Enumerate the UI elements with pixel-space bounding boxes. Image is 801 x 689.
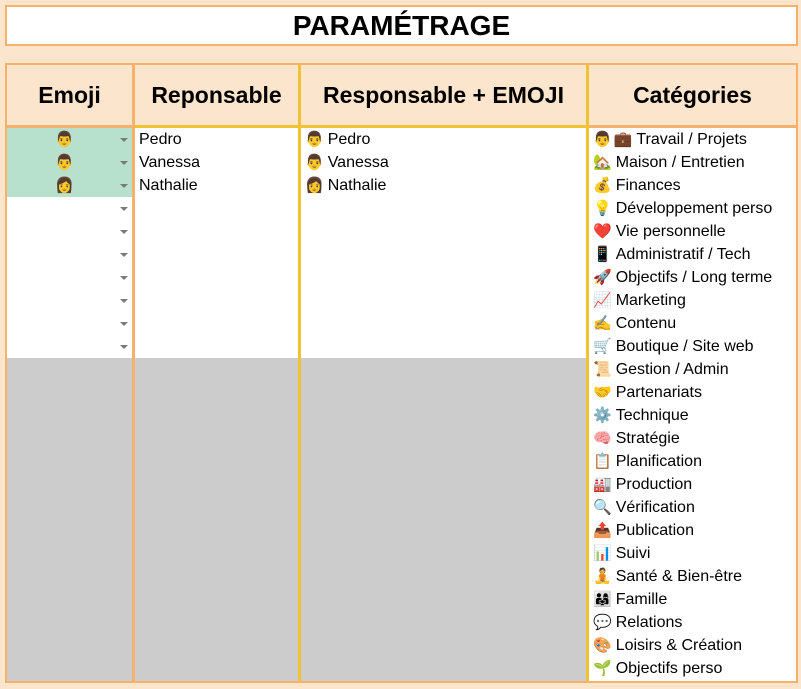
category-label: Objectifs perso (615, 660, 723, 677)
category-item[interactable] (589, 427, 796, 450)
category-item[interactable] (589, 611, 796, 634)
emoji-dropdown-cell[interactable] (7, 266, 132, 289)
magnifying-glass-icon: 🔍 (593, 499, 612, 516)
dropdown-arrow-icon[interactable] (120, 322, 128, 326)
responsable-emoji-column (301, 65, 589, 681)
category-label: Marketing (615, 292, 686, 309)
emoji-dropdown-cell[interactable] (7, 174, 132, 197)
responsable-cell[interactable]: Vanessa (139, 154, 201, 171)
man-icon: 👨 (593, 131, 612, 148)
dropdown-arrow-icon[interactable] (120, 276, 128, 280)
money-bag-icon: 💰 (593, 177, 612, 194)
category-item[interactable] (589, 473, 796, 496)
category-label: Relations (615, 614, 683, 631)
seedling-icon: 🌱 (593, 660, 612, 677)
man-emoji-icon: 👨 (55, 131, 74, 148)
category-label: Travail / Projets (636, 131, 747, 148)
category-label: Développement perso (615, 200, 773, 217)
header-categories: Catégories (589, 65, 796, 128)
category-label: Loisirs & Création (615, 637, 742, 654)
writing-hand-icon: ✍️ (593, 315, 612, 332)
category-item[interactable] (589, 496, 796, 519)
dropdown-arrow-icon[interactable] (120, 345, 128, 349)
category-item[interactable] (589, 266, 796, 289)
category-item[interactable] (589, 381, 796, 404)
emoji-column-body (7, 128, 132, 681)
emoji-dropdown-cell[interactable] (7, 151, 132, 174)
scroll-icon: 📜 (593, 361, 612, 378)
responsable-emoji-column-body (301, 128, 586, 681)
category-label: Vie personnelle (615, 223, 726, 240)
bar-chart-icon: 📊 (593, 545, 612, 562)
empty-area (301, 358, 586, 681)
responsable-emoji-cell[interactable] (301, 128, 586, 151)
man-emoji-icon: 👨 (305, 131, 324, 148)
brain-icon: 🧠 (593, 430, 612, 447)
category-label: Production (615, 476, 693, 493)
category-item[interactable] (589, 519, 796, 542)
factory-icon: 🏭 (593, 476, 612, 493)
category-label: Contenu (615, 315, 677, 332)
category-item[interactable] (589, 657, 796, 680)
woman-emoji-icon: 👩 (55, 177, 74, 194)
woman-emoji-icon: 👩 (305, 177, 324, 194)
clipboard-icon: 📋 (593, 453, 612, 470)
handshake-icon: 🤝 (593, 384, 612, 401)
category-label: Vérification (615, 499, 695, 516)
category-label: Boutique / Site web (615, 338, 754, 355)
emoji-column (7, 65, 135, 681)
category-label: Partenariats (615, 384, 702, 401)
empty-area (7, 358, 132, 681)
man-emoji-icon: 👨 (55, 154, 74, 171)
heart-icon: ❤️ (593, 223, 612, 240)
category-item[interactable] (589, 220, 796, 243)
category-label: Technique (615, 407, 689, 424)
category-item[interactable] (589, 243, 796, 266)
man-emoji-icon: 👨 (305, 154, 324, 171)
category-item[interactable] (589, 588, 796, 611)
category-label: Gestion / Admin (615, 361, 729, 378)
category-item[interactable] (589, 289, 796, 312)
responsable-name: Nathalie (327, 177, 387, 194)
category-label: Santé & Bien-être (615, 568, 742, 585)
dropdown-arrow-icon[interactable] (120, 161, 128, 165)
emoji-dropdown-cell[interactable] (7, 335, 132, 358)
responsable-cell[interactable]: Nathalie (139, 177, 198, 194)
artist-palette-icon: 🎨 (593, 637, 612, 654)
responsable-name: Vanessa (327, 154, 389, 171)
category-item[interactable] (589, 404, 796, 427)
emoji-dropdown-cell[interactable] (7, 243, 132, 266)
category-label: Stratégie (615, 430, 680, 447)
category-item[interactable] (589, 450, 796, 473)
mobile-phone-icon: 📱 (593, 246, 612, 263)
house-icon: 🏡 (593, 154, 612, 171)
category-item[interactable] (589, 358, 796, 381)
emoji-dropdown-cell[interactable] (7, 289, 132, 312)
light-bulb-icon: 💡 (593, 200, 612, 217)
category-label: Planification (615, 453, 702, 470)
responsable-emoji-cell[interactable] (301, 151, 586, 174)
gear-icon: ⚙️ (593, 407, 612, 424)
settings-table (5, 63, 798, 683)
header-emoji: Emoji (7, 65, 132, 128)
emoji-dropdown-cell[interactable] (7, 220, 132, 243)
dropdown-arrow-icon[interactable] (120, 299, 128, 303)
responsable-emoji-cell[interactable] (301, 174, 586, 197)
category-label: Finances (615, 177, 681, 194)
man-briefcase-icon: 💼 (613, 131, 633, 148)
category-item[interactable] (589, 565, 796, 588)
category-label: Maison / Entretien (615, 154, 745, 171)
category-label: Famille (615, 591, 668, 608)
category-item[interactable] (589, 174, 796, 197)
category-item[interactable] (589, 542, 796, 565)
outbox-tray-icon: 📤 (593, 522, 612, 539)
dropdown-arrow-icon[interactable] (120, 230, 128, 234)
emoji-dropdown-cell[interactable] (7, 312, 132, 335)
category-label: Administratif / Tech (615, 246, 751, 263)
responsable-column-body (135, 128, 298, 681)
category-item[interactable] (589, 128, 796, 151)
categories-column (589, 65, 796, 681)
category-label: Publication (615, 522, 694, 539)
empty-area (135, 358, 298, 681)
responsable-name: Pedro (327, 131, 371, 148)
speech-balloon-icon: 💬 (593, 614, 612, 631)
category-label: Suivi (615, 545, 651, 562)
emoji-dropdown-cell[interactable] (7, 128, 132, 151)
page-title: PARAMÉTRAGE (5, 5, 798, 46)
header-responsable-emoji: Responsable + EMOJI (301, 65, 586, 128)
header-responsable: Reponsable (135, 65, 298, 128)
responsable-column (135, 65, 301, 681)
category-label: Objectifs / Long terme (615, 269, 773, 286)
chart-increasing-icon: 📈 (593, 292, 612, 309)
category-item[interactable] (589, 197, 796, 220)
responsable-cell[interactable]: Pedro (139, 131, 182, 148)
shopping-cart-icon: 🛒 (593, 338, 612, 355)
dropdown-arrow-icon[interactable] (120, 184, 128, 188)
rocket-icon: 🚀 (593, 269, 612, 286)
category-item[interactable] (589, 634, 796, 657)
category-item[interactable] (589, 312, 796, 335)
dropdown-arrow-icon[interactable] (120, 253, 128, 257)
dropdown-arrow-icon[interactable] (120, 138, 128, 142)
person-meditating-icon: 🧘 (593, 568, 612, 585)
category-item[interactable] (589, 151, 796, 174)
categories-column-body (589, 128, 796, 681)
family-icon: 👨‍👩‍👧 (593, 591, 612, 608)
emoji-dropdown-cell[interactable] (7, 197, 132, 220)
category-item[interactable] (589, 335, 796, 358)
dropdown-arrow-icon[interactable] (120, 207, 128, 211)
